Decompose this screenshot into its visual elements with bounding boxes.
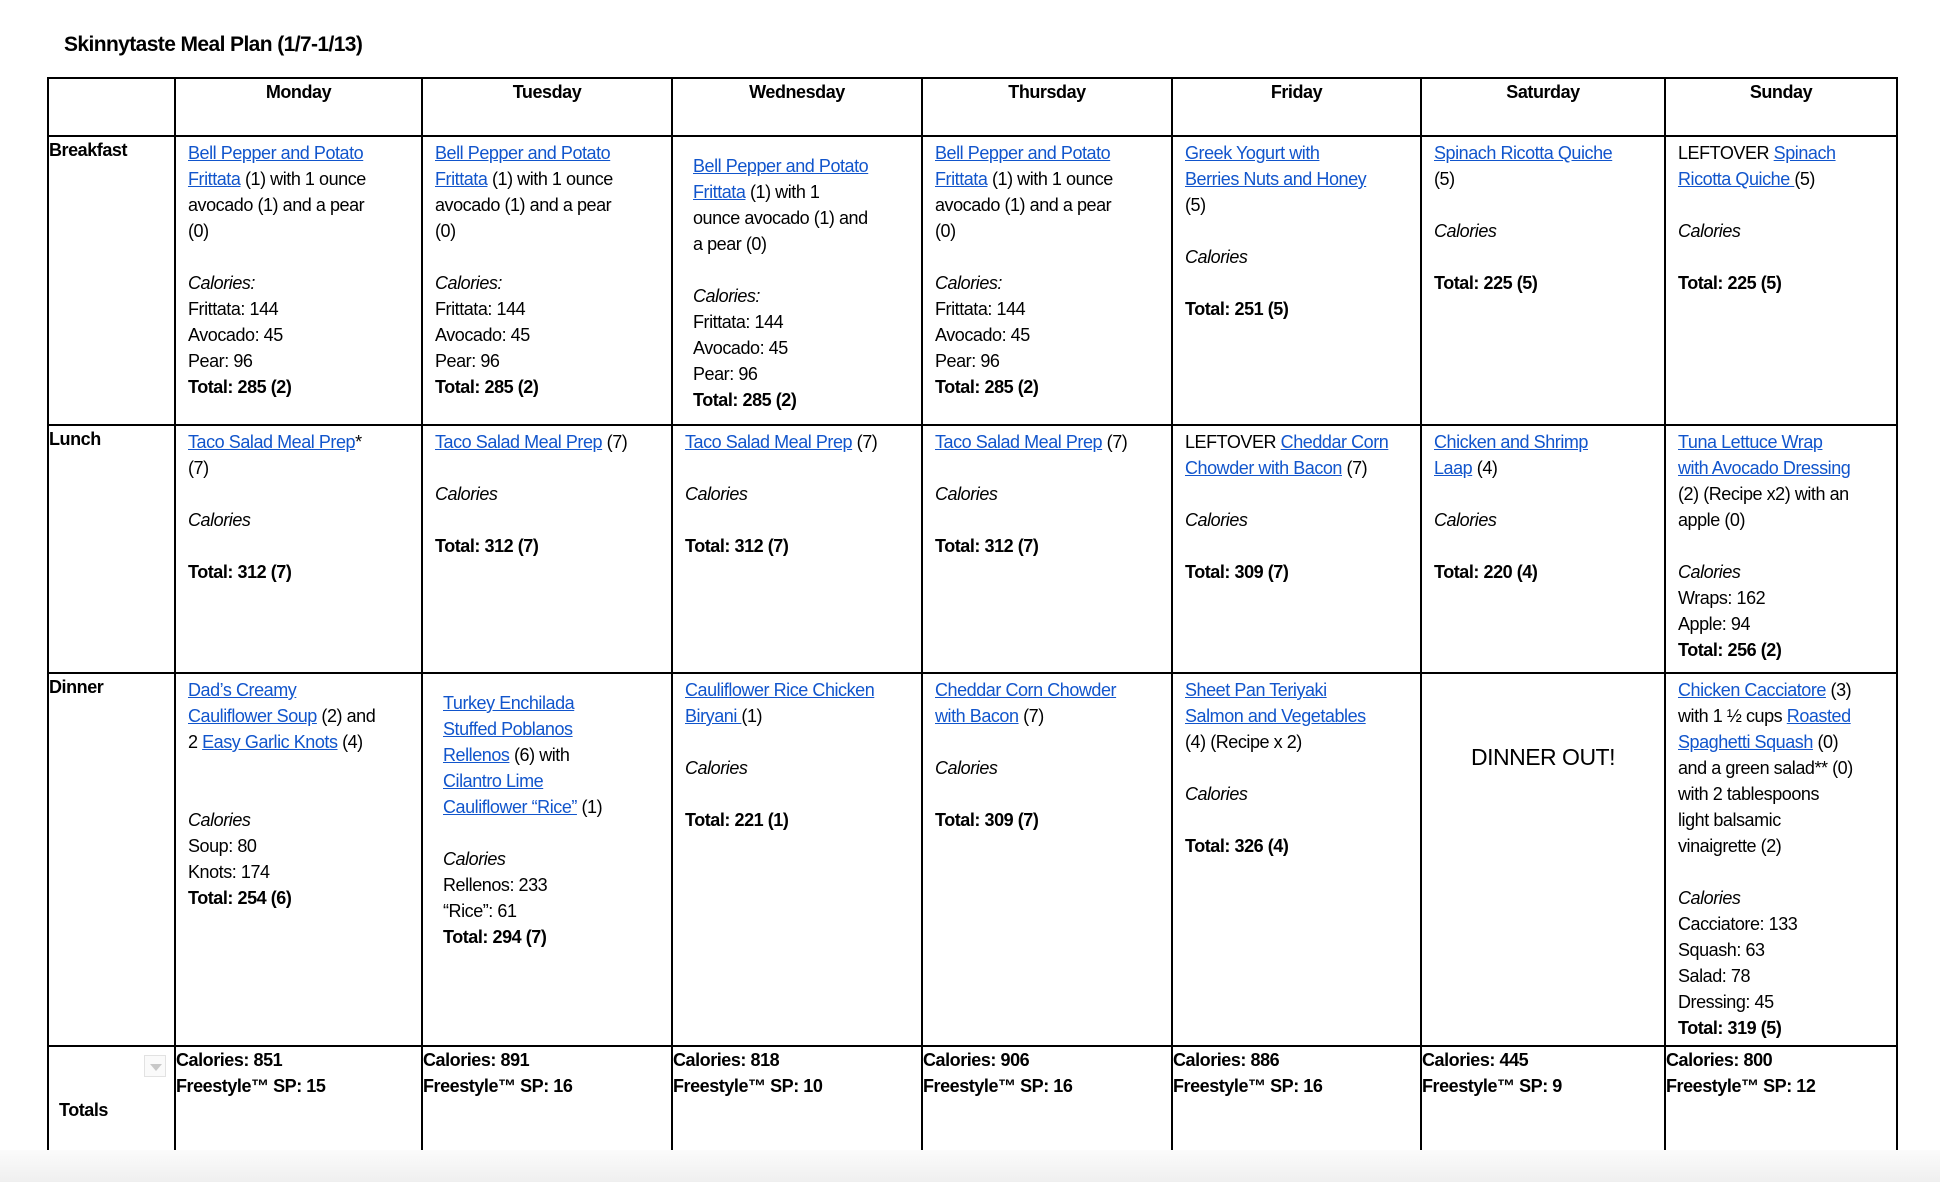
breakfast-saturday (1421, 136, 1665, 425)
leftover-label: LEFTOVER (1678, 143, 1770, 163)
dinner-out-note: DINNER OUT! (1471, 744, 1615, 770)
meal-note: (4) (Recipe x 2) (1185, 732, 1302, 752)
daily-calories: Calories: 851 (176, 1050, 283, 1070)
meal-total: Total: 285 (2) (188, 377, 292, 397)
header-row (48, 78, 1897, 136)
recipe-link[interactable]: Cauliflower Soup (188, 706, 317, 726)
calorie-item: Soup: 80 (188, 836, 257, 856)
meal-note: (0) (1812, 732, 1839, 752)
meal-total: Total: 256 (2) (1678, 640, 1782, 660)
recipe-link[interactable]: Laap (1434, 458, 1473, 478)
recipe-link[interactable]: Berries Nuts and Honey (1185, 169, 1367, 189)
recipe-link[interactable]: with Bacon (935, 706, 1019, 726)
calorie-item: Rellenos: 233 (443, 875, 548, 895)
meal-note: (0) (188, 221, 209, 241)
day-header-sunday: Sunday (1665, 78, 1897, 136)
calorie-item: Avocado: 45 (435, 325, 530, 345)
calorie-item: Frittata: 144 (935, 299, 1026, 319)
meal-note: (0) (935, 221, 956, 241)
meal-note: (4) (337, 732, 363, 752)
recipe-link[interactable]: Tuna Lettuce Wrap (1678, 432, 1823, 452)
chevron-down-icon[interactable] (144, 1055, 166, 1077)
breakfast-wednesday (672, 136, 922, 425)
breakfast-thursday (922, 136, 1172, 425)
lunch-monday (175, 425, 422, 673)
recipe-link[interactable]: Frittata (693, 182, 746, 202)
dinner-thursday (922, 673, 1172, 1046)
meal-total: Total: 225 (5) (1678, 273, 1782, 293)
calorie-item: Avocado: 45 (935, 325, 1030, 345)
daily-calories: Calories: 891 (423, 1050, 530, 1070)
daily-calories: Calories: 906 (923, 1050, 1030, 1070)
calorie-item: Apple: 94 (1678, 614, 1751, 634)
lunch-row (48, 425, 1897, 673)
recipe-link[interactable]: Sheet Pan Teriyaki (1185, 680, 1327, 700)
recipe-link[interactable]: Greek Yogurt with (1185, 143, 1320, 163)
lunch-tuesday (422, 425, 672, 673)
meal-note: with 2 tablespoons (1678, 784, 1819, 804)
lunch-thursday (922, 425, 1172, 673)
recipe-link[interactable]: Spaghetti Squash (1678, 732, 1813, 752)
daily-calories: Calories: 445 (1422, 1050, 1529, 1070)
daily-smartpoints: Freestyle™ SP: 12 (1666, 1076, 1816, 1096)
calorie-item: Avocado: 45 (693, 338, 788, 358)
recipe-link[interactable]: with Avocado Dressing (1678, 458, 1851, 478)
totals-sunday (1665, 1046, 1897, 1155)
meal-total: Total: 312 (7) (435, 536, 539, 556)
meal-total: Total: 312 (7) (685, 536, 789, 556)
meal-note: (7) (852, 432, 878, 452)
recipe-link[interactable]: Taco Salad Meal Prep (435, 432, 603, 452)
recipe-link[interactable]: Cheddar Corn Chowder (935, 680, 1117, 700)
daily-smartpoints: Freestyle™ SP: 15 (176, 1076, 326, 1096)
dinner-sunday (1665, 673, 1897, 1046)
meal-total: Total: 294 (7) (443, 927, 547, 947)
meal-note: light balsamic (1678, 810, 1781, 830)
day-header-monday: Monday (175, 78, 422, 136)
calorie-item: Pear: 96 (935, 351, 1000, 371)
meal-total: Total: 285 (2) (935, 377, 1039, 397)
recipe-link[interactable]: Bell Pepper and Potato (435, 143, 611, 163)
calorie-item: Dressing: 45 (1678, 992, 1774, 1012)
calories-label: Calories (1678, 221, 1741, 241)
meal-note: ounce avocado (1) and (693, 208, 868, 228)
calories-label: Calories (1434, 221, 1497, 241)
recipe-link[interactable]: Spinach Ricotta Quiche (1434, 143, 1613, 163)
recipe-link[interactable]: Bell Pepper and Potato (693, 156, 869, 176)
meal-note: (1) with 1 ounce (240, 169, 366, 189)
recipe-link[interactable]: Spinach (1773, 143, 1836, 163)
dinner-row (48, 673, 1897, 1046)
meal-plan-table (47, 77, 1898, 1156)
meal-total: Total: 309 (7) (1185, 562, 1289, 582)
calorie-item: Salad: 78 (1678, 966, 1751, 986)
meal-total: Total: 285 (2) (435, 377, 539, 397)
recipe-link[interactable]: Stuffed Poblanos (443, 719, 573, 739)
recipe-link[interactable]: Frittata (435, 169, 488, 189)
calorie-item: Frittata: 144 (188, 299, 279, 319)
lunch-wednesday (672, 425, 922, 673)
meal-total: Total: 251 (5) (1185, 299, 1289, 319)
calories-label: Calories (685, 758, 748, 778)
meal-note: (1) (741, 706, 763, 726)
recipe-link[interactable]: Frittata (188, 169, 241, 189)
meal-total: Total: 319 (5) (1678, 1018, 1782, 1038)
meal-note: (3) (1825, 680, 1852, 700)
recipe-link[interactable]: Cauliflower Rice Chicken (685, 680, 875, 700)
recipe-link[interactable]: Bell Pepper and Potato (188, 143, 364, 163)
meal-total: Total: 220 (4) (1434, 562, 1538, 582)
recipe-link[interactable]: Frittata (935, 169, 988, 189)
document-title: Skinnytaste Meal Plan (1/7-1/13) (64, 33, 363, 56)
meal-note: (5) (1794, 169, 1815, 189)
breakfast-tuesday (422, 136, 672, 425)
day-header-tuesday: Tuesday (422, 78, 672, 136)
calories-label: Calories: (935, 273, 1002, 293)
meal-total: Total: 225 (5) (1434, 273, 1538, 293)
day-header-thursday: Thursday (922, 78, 1172, 136)
row-header-breakfast: Breakfast (48, 136, 175, 425)
meal-note: avocado (1) and a pear (188, 195, 365, 215)
dinner-saturday (1421, 673, 1665, 1046)
recipe-link[interactable]: Salmon and Vegetables (1185, 706, 1366, 726)
totals-label: Totals (59, 1100, 108, 1120)
recipe-link[interactable]: Easy Garlic Knots (202, 732, 338, 752)
calories-label: Calories (1434, 510, 1497, 530)
day-header-saturday: Saturday (1421, 78, 1665, 136)
dinner-tuesday (422, 673, 672, 1046)
meal-note: vinaigrette (2) (1678, 836, 1782, 856)
lunch-saturday (1421, 425, 1665, 673)
calories-label: Calories (685, 484, 748, 504)
calorie-item: Wraps: 162 (1678, 588, 1766, 608)
calories-label: Calories (1678, 562, 1741, 582)
daily-smartpoints: Freestyle™ SP: 9 (1422, 1076, 1562, 1096)
daily-smartpoints: Freestyle™ SP: 10 (673, 1076, 823, 1096)
day-header-wednesday: Wednesday (672, 78, 922, 136)
calories-label: Calories (1185, 784, 1248, 804)
meal-note: * (355, 432, 362, 452)
calorie-item: Squash: 63 (1678, 940, 1765, 960)
meal-note: (2) and (316, 706, 376, 726)
totals-tuesday (422, 1046, 672, 1155)
meal-total: Total: 312 (7) (188, 562, 292, 582)
breakfast-sunday (1665, 136, 1897, 425)
meal-note: 2 (188, 732, 203, 752)
calorie-item: Frittata: 144 (435, 299, 526, 319)
meal-note: (1) with 1 (745, 182, 820, 202)
meal-note: (5) (1185, 195, 1206, 215)
calories-label: Calories (443, 849, 506, 869)
meal-total: Total: 221 (1) (685, 810, 789, 830)
row-header-lunch: Lunch (48, 425, 175, 673)
day-header-friday: Friday (1172, 78, 1421, 136)
meal-note: (5) (1434, 169, 1455, 189)
meal-note: (4) (1472, 458, 1498, 478)
calories-label: Calories (1185, 247, 1248, 267)
calorie-item: “Rice”: 61 (443, 901, 517, 921)
meal-note: (7) (602, 432, 628, 452)
calories-label: Calories (435, 484, 498, 504)
lunch-friday (1172, 425, 1421, 673)
calorie-item: Frittata: 144 (693, 312, 784, 332)
calorie-item: Avocado: 45 (188, 325, 283, 345)
meal-note: (6) with (509, 745, 570, 765)
calorie-item: Cacciatore: 133 (1678, 914, 1798, 934)
recipe-link[interactable]: Taco Salad Meal Prep (188, 432, 356, 452)
meal-note: avocado (1) and a pear (435, 195, 612, 215)
meal-note: (7) (1102, 432, 1128, 452)
totals-wednesday (672, 1046, 922, 1155)
dinner-monday (175, 673, 422, 1046)
recipe-link[interactable]: Bell Pepper and Potato (935, 143, 1111, 163)
daily-calories: Calories: 800 (1666, 1050, 1773, 1070)
meal-total: Total: 312 (7) (935, 536, 1039, 556)
meal-note: (7) (1018, 706, 1044, 726)
daily-calories: Calories: 886 (1173, 1050, 1280, 1070)
calorie-item: Pear: 96 (693, 364, 758, 384)
recipe-link[interactable]: Chicken Cacciatore (1678, 680, 1826, 700)
dinner-friday (1172, 673, 1421, 1046)
calories-label: Calories: (435, 273, 502, 293)
calories-label: Calories (1185, 510, 1248, 530)
page-bottom-strip (0, 1150, 1940, 1182)
corner-cell (48, 78, 175, 136)
meal-note: with 1 ½ cups (1678, 706, 1787, 726)
lunch-sunday (1665, 425, 1897, 673)
meal-note: (7) (188, 458, 209, 478)
daily-calories: Calories: 818 (673, 1050, 780, 1070)
calories-label: Calories: (693, 286, 760, 306)
calories-label: Calories (188, 510, 251, 530)
daily-smartpoints: Freestyle™ SP: 16 (423, 1076, 573, 1096)
recipe-link[interactable]: Cauliflower “Rice” (443, 797, 577, 817)
meal-note: (2) (Recipe x2) with an (1678, 484, 1849, 504)
totals-saturday (1421, 1046, 1665, 1155)
breakfast-friday (1172, 136, 1421, 425)
calories-label: Calories (1678, 888, 1741, 908)
recipe-link[interactable]: Chowder with Bacon (1185, 458, 1342, 478)
meal-note: (0) (435, 221, 456, 241)
calories-label: Calories: (188, 273, 255, 293)
calorie-item: Knots: 174 (188, 862, 270, 882)
recipe-link[interactable]: Taco Salad Meal Prep (935, 432, 1103, 452)
recipe-link[interactable]: Cheddar Corn (1280, 432, 1389, 452)
recipe-link[interactable]: Ricotta Quiche (1678, 169, 1795, 189)
recipe-link[interactable]: Taco Salad Meal Prep (685, 432, 853, 452)
breakfast-monday (175, 136, 422, 425)
daily-smartpoints: Freestyle™ SP: 16 (1173, 1076, 1323, 1096)
daily-smartpoints: Freestyle™ SP: 16 (923, 1076, 1073, 1096)
calories-label: Calories (935, 484, 998, 504)
recipe-link[interactable]: Rellenos (443, 745, 510, 765)
meal-note: (1) with 1 ounce (487, 169, 613, 189)
calories-label: Calories (188, 810, 251, 830)
recipe-link[interactable]: Cilantro Lime (443, 771, 544, 791)
leftover-label: LEFTOVER (1185, 432, 1277, 452)
recipe-link[interactable]: Roasted (1786, 706, 1851, 726)
meal-note: (7) (1342, 458, 1368, 478)
meal-note: and a green salad** (0) (1678, 758, 1853, 778)
breakfast-row (48, 136, 1897, 425)
recipe-link[interactable]: Dad’s Creamy (188, 680, 297, 700)
calorie-item: Pear: 96 (188, 351, 253, 371)
totals-row (48, 1046, 1897, 1155)
calories-label: Calories (935, 758, 998, 778)
meal-note: avocado (1) and a pear (935, 195, 1112, 215)
totals-monday (175, 1046, 422, 1155)
totals-thursday (922, 1046, 1172, 1155)
recipe-link[interactable]: Biryani (685, 706, 742, 726)
recipe-link[interactable]: Turkey Enchilada (443, 693, 575, 713)
calorie-item: Pear: 96 (435, 351, 500, 371)
row-header-dinner: Dinner (48, 673, 175, 1046)
meal-total: Total: 254 (6) (188, 888, 292, 908)
meal-note: (1) (576, 797, 603, 817)
dinner-wednesday (672, 673, 922, 1046)
meal-total: Total: 309 (7) (935, 810, 1039, 830)
recipe-link[interactable]: Chicken and Shrimp (1434, 432, 1588, 452)
meal-note: apple (0) (1678, 510, 1745, 530)
meal-total: Total: 285 (2) (693, 390, 797, 410)
row-header-totals (48, 1046, 175, 1155)
meal-note: a pear (0) (693, 234, 767, 254)
totals-friday (1172, 1046, 1421, 1155)
meal-note: (1) with 1 ounce (987, 169, 1113, 189)
meal-total: Total: 326 (4) (1185, 836, 1289, 856)
